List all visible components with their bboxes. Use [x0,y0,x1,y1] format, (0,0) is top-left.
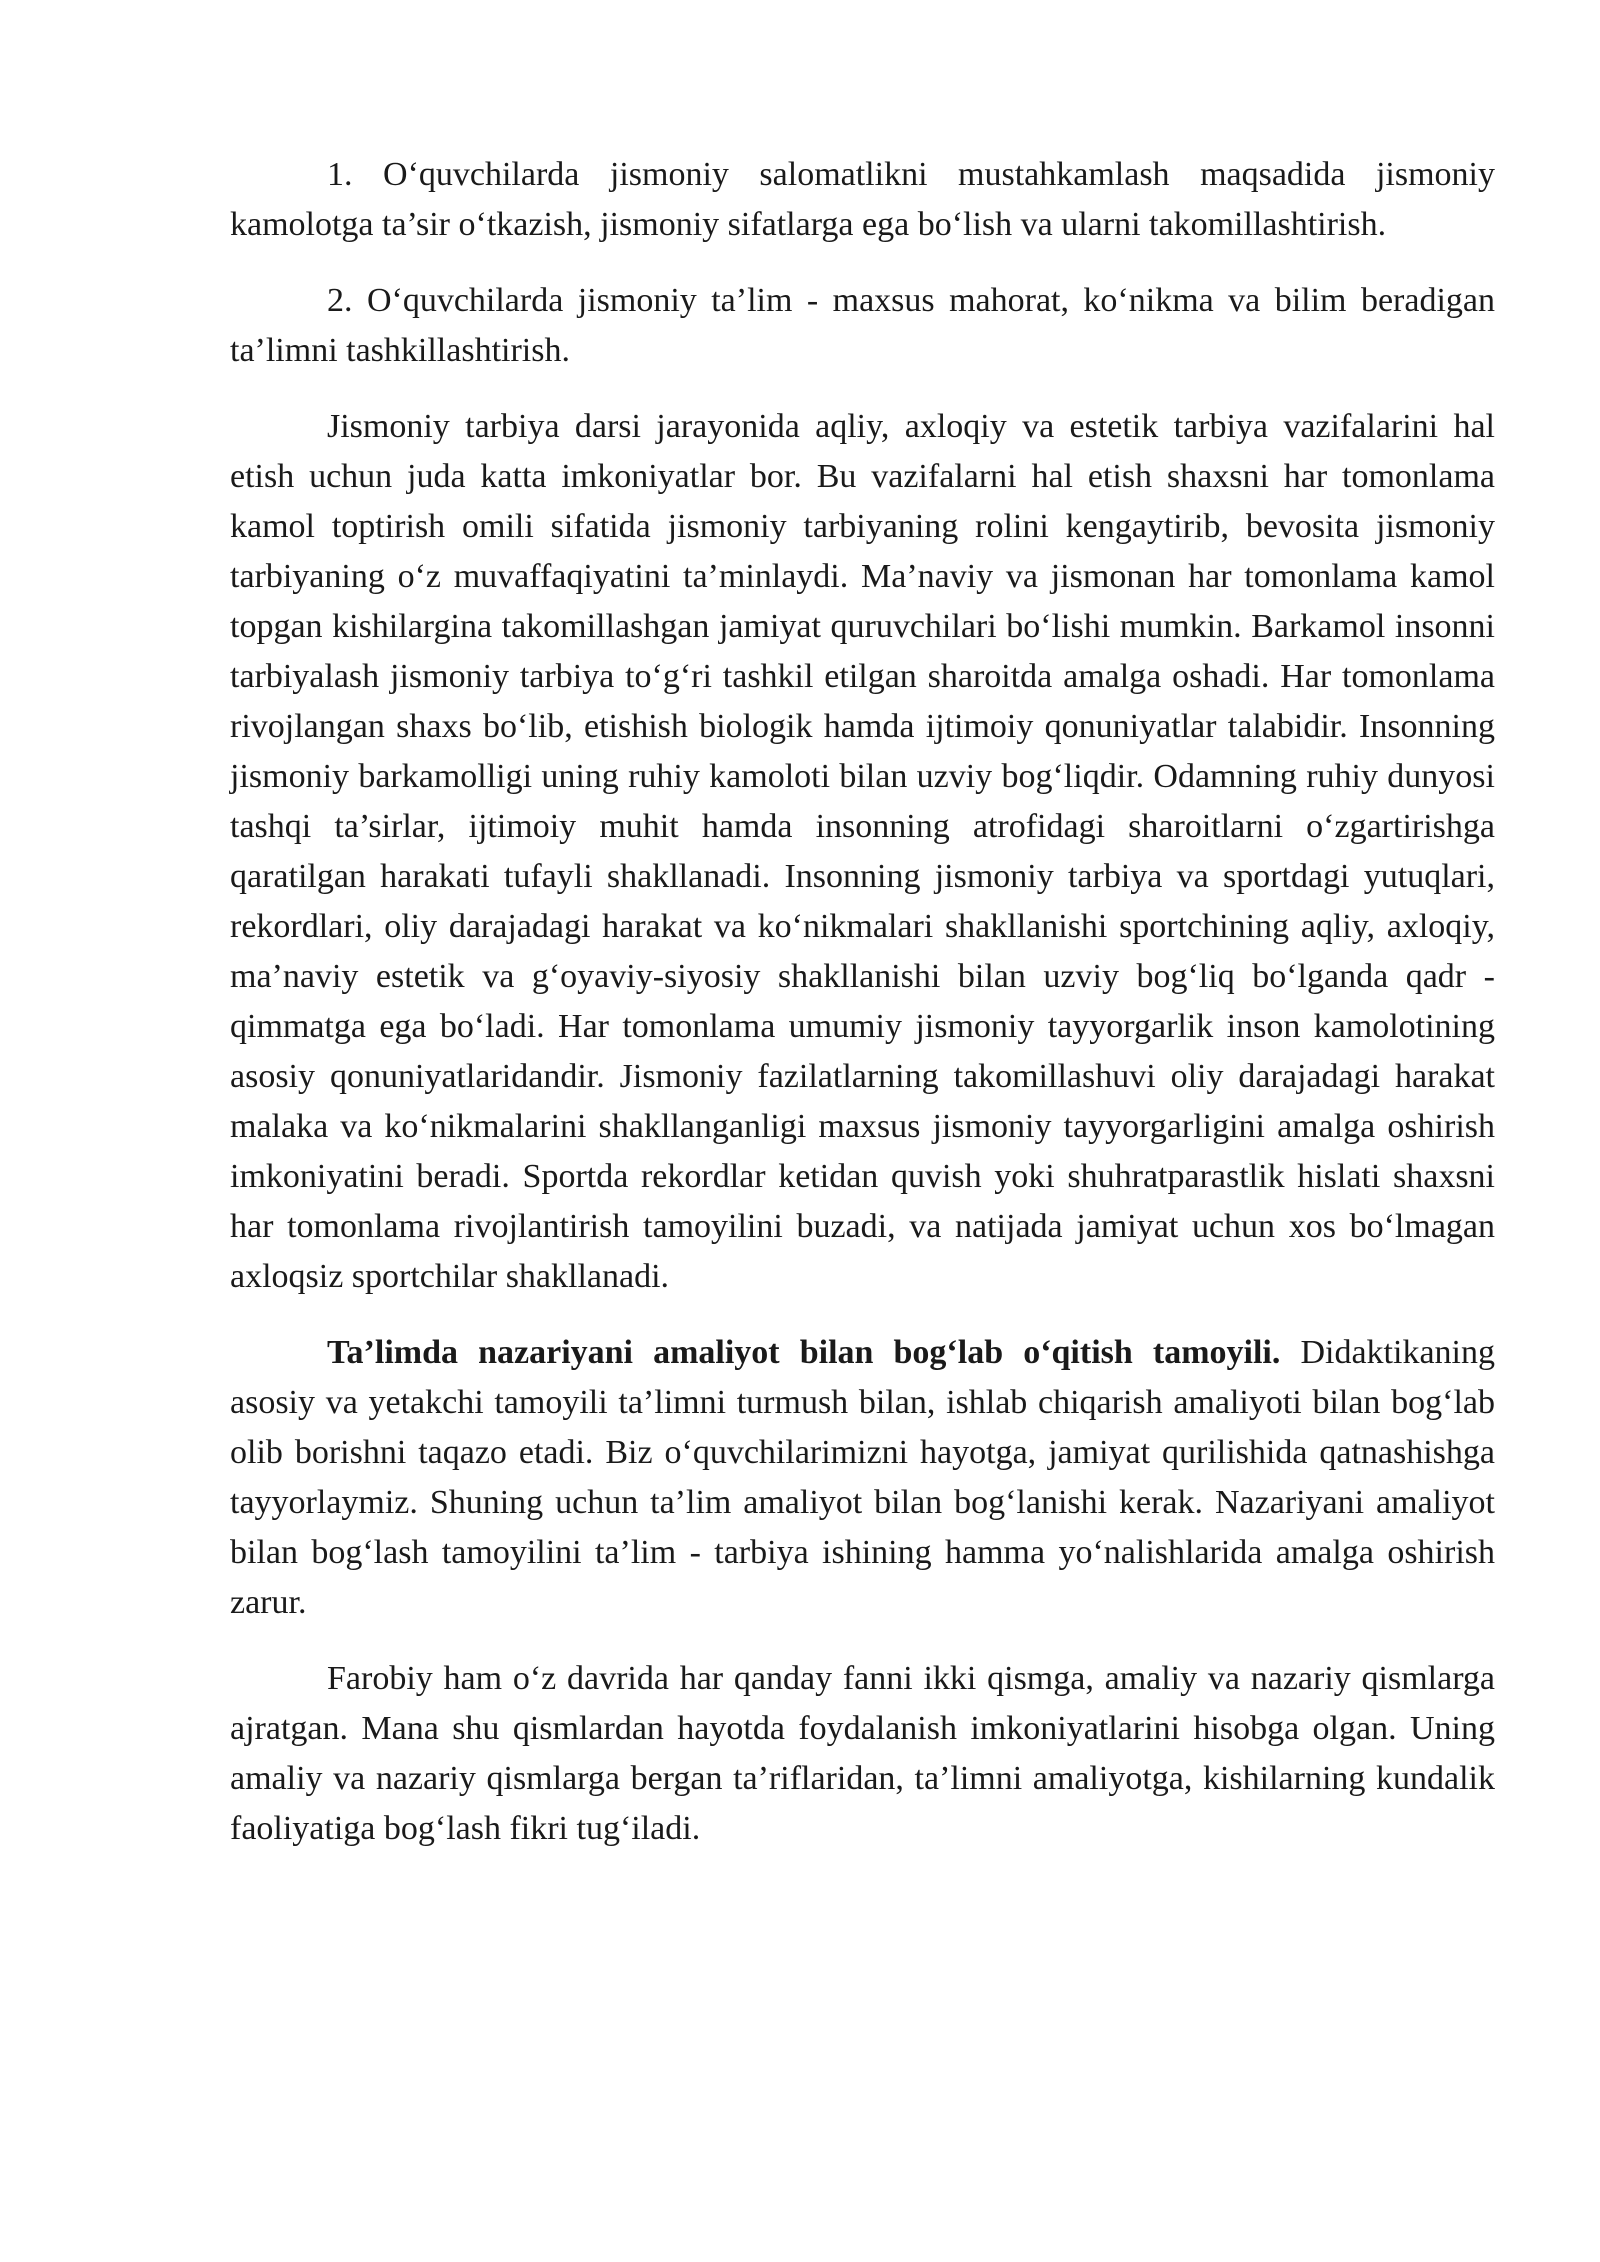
paragraph-5-text: Farobiy ham o‘z davrida har qanday fanni ikki qismga, amaliy va nazariy qismlarga ajratgan. Mana shu qismlardan hayotda foydalanish imkoniyatlarini hisobga olgan. Uning amaliy va nazariy qismlarga bergan ta’riflaridan, ta’limni amaliyotga, kishilarning kundalik faoliyatiga bog‘lash fikri tug‘iladi. [230,1660,1495,1847]
document-body [230,150,1495,1880]
section-heading: Ta’limda nazariyani amaliyot bilan bog‘lab o‘qitish tamoyili. [327,1334,1281,1371]
paragraph-5 [230,1654,1495,1854]
paragraph-2 [230,276,1495,376]
paragraph-2-text: 2. O‘quvchilarda jismoniy ta’lim - maxsus mahorat, ko‘nikma va bilim beradigan ta’limni tashkillashtirish. [230,282,1495,369]
paragraph-3 [230,402,1495,1302]
paragraph-4 [230,1328,1495,1628]
paragraph-1-text: 1. O‘quvchilarda jismoniy salomatlikni mustahkamlash maqsadida jismoniy kamolotga ta’sir o‘tkazish, jismoniy sifatlarga ega bo‘lish va ularni takomillashtirish. [230,156,1495,243]
paragraph-3-text: Jismoniy tarbiya darsi jarayonida aqliy, axloqiy va estetik tarbiya vazifalarini hal etish uchun juda katta imkoniyatlar bor. Bu vazifalarni hal etish shaxsni har tomonlama kamol toptirish omili sifatida jismoniy tarbiyaning rolini kengaytirib, bevosita jismoniy tarbiyaning o‘z muvaffaqiyatini ta’minlaydi. Ma’naviy va jismonan har tomonlama kamol topgan kishilargina takomillashgan jamiyat quruvchilari bo‘lishi mumkin. Barkamol insonni tarbiyalash jismoniy tarbiya to‘g‘ri tashkil etilgan sharoitda amalga oshadi. Har tomonlama rivojlangan shaxs bo‘lib, etishish biologik hamda ijtimoiy qonuniyatlar talabidir. Insonning jismoniy barkamolligi uning ruhiy kamoloti bilan uzviy bog‘liqdir. Odamning ruhiy dunyosi tashqi ta’sirlar, ijtimoiy muhit hamda insonning atrofidagi sharoitlarni o‘zgartirishga qaratilgan harakati tufayli shakllanadi. Insonning jismoniy tarbiya va sportdagi yutuqlari, rekordlari, oliy darajadagi harakat va ko‘nikmalari shakllanishi sportchining aqliy, axloqiy, ma’naviy estetik va g‘oyaviy-siyosiy shakllanishi bilan uzviy bog‘liq bo‘lganda qadr - qimmatga ega bo‘ladi. Har tomonlama umumiy jismoniy tayyorgarlik inson kamolotining asosiy qonuniyatlaridandir. Jismoniy fazilatlarning takomillashuvi oliy darajadagi harakat malaka va ko‘nikmalarini shakllanganligi maxsus jismoniy tayyorgarligini amalga oshirish imkoniyatini beradi. Sportda rekordlar ketidan quvish yoki shuhratparastlik hislati shaxsni har tomonlama rivojlantirish tamoyilini buzadi, va natijada jamiyat uchun xos bo‘lmagan axloqsiz sportchilar shakllanadi. [230,408,1495,1295]
paragraph-1 [230,150,1495,250]
paragraph-4-text: Didaktikaning asosiy va yetakchi tamoyili ta’limni turmush bilan, ishlab chiqarish amaliyoti bilan bog‘lab olib borishni taqazo etadi. Biz o‘quvchilarimizni hayotga, jamiyat qurilishida qatnashishga tayyorlaymiz. Shuning uchun ta’lim amaliyot bilan bog‘lanishi kerak. Nazariyani amaliyot bilan bog‘lash tamoyilini ta’lim - tarbiya ishining hamma yo‘nalishlarida amalga oshirish zarur. [230,1334,1495,1621]
